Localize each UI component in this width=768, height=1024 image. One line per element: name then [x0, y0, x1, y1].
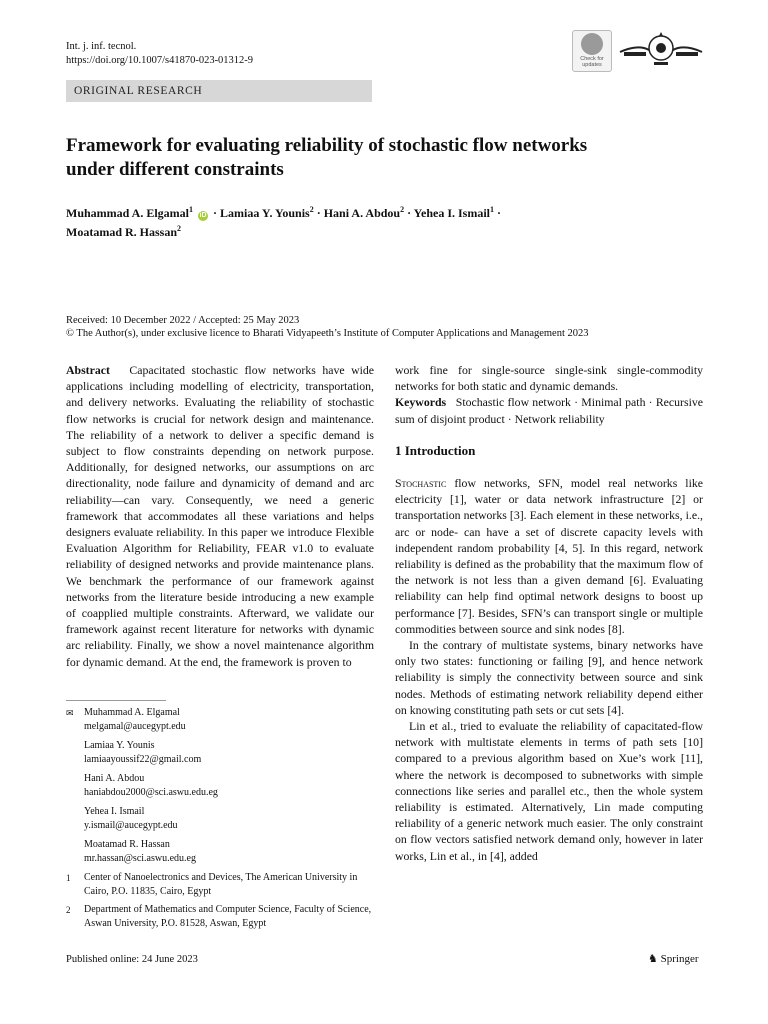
keywords-label: Keywords [395, 395, 447, 410]
copyright-notice: © The Author(s), under exclusive licence to Bharati Vidyapeeth’s Institute of Computer Applications and Management 2023 [66, 328, 589, 339]
contact-name: Yehea I. Ismail [84, 806, 145, 817]
affiliation-text: Center of Nanoelectronics and Devices, The American University in Cairo, P.O. 11835, Cairo, Egypt [84, 872, 358, 897]
affiliation-number: 1 [66, 873, 71, 883]
intro-text-1: flow networks, SFN, model real networks like electricity [1], water or data network infrastructure [2] or transportation networks [3]. Each element in these networks, i.e., arc or node- can have a set of discrete capacity levels with independent random probability [4, 5]. In this regard, network reliability is defined as the probability that the maximum flow of the network is not less than a given demand [6]. Evaluating reliability can help find optimal network designs to boost up performance [7]. Besides, SFN’s can transport single or multiple commodities between source and sink nodes [8]. [395, 476, 703, 636]
keywords [395, 394, 703, 426]
check-updates-icon [581, 33, 603, 55]
institute-logo-icon [618, 30, 704, 70]
intro-paragraph-2: In the contrary of multistate systems, binary networks have only two states: functioning or failing [9], and hence network reliability is simply the connectivity between source and sink nodes. Methods of estimating network reliability depend either on knowing constituting path sets or cut sets [4]. [395, 638, 703, 717]
publisher-logo [648, 952, 699, 965]
contact-name: Muhammad A. Elgamal [84, 707, 180, 718]
journal-header [66, 40, 253, 68]
abstract-section [66, 362, 374, 670]
contact-entry [66, 805, 374, 833]
footnote-divider [66, 700, 166, 701]
contact-entry [66, 739, 374, 767]
check-updates-line2: updates [582, 62, 602, 68]
author-name[interactable]: · Lamiaa Y. Younis [213, 206, 310, 220]
title-line-2: under different constraints [66, 159, 284, 180]
contact-entry [66, 706, 374, 734]
paper-title [66, 134, 686, 182]
keywords-text: Stochastic flow network · Minimal path · Recursive sum of disjoint product · Network reliability [395, 395, 703, 426]
contact-email[interactable]: y.ismail@aucegypt.edu [84, 820, 178, 831]
received-accepted: Received: 10 December 2022 / Accepted: 25 May 2023 [66, 315, 300, 326]
author-name[interactable]: Moatamad R. Hassan [66, 225, 178, 239]
author-separator: · [497, 206, 502, 220]
author-contacts [66, 706, 374, 931]
abstract-label: Abstract [66, 363, 110, 377]
affiliation-entry [66, 903, 374, 931]
section-heading-introduction: 1 Introduction [395, 442, 476, 458]
contact-entry [66, 772, 374, 800]
contact-email[interactable]: lamiaayoussif22@gmail.com [84, 754, 202, 765]
intro-paragraph-3: Lin et al., tried to evaluate the reliability of capacitated-flow network with multistate elements in terms of path sets [10] compared to a previous algorithm based on Xue’s work [11], where the network is decomposed to subnetworks with simple connections like series and parallel etc., then the whole system reliability is estimated. Alternatively, Lin made computing reliability of a generic network much easier. The only constraint on flow vectors satisfied network demand only, however in later works, Lin et al., in [4], added [395, 719, 703, 863]
abstract-text: Capacitated stochastic flow networks have wide applications including modelling of electricity, transportation, and delivery networks. Evaluating the reliability of stochastic flow networks is crucial for network design and maintenance. The reliability of a network to deliver a specific demand is subject to flow constraints depending on network purpose. Additionally, for designed networks, our assumptions on arc directionality, node failure and dynamicity of demand and arc reliability—can vary. Consequently, we need a generic framework that accommodates all these variations and helps designers evaluate reliability. In this paper we introduce Flexible Evaluation Algorithm for Reliability, FEAR v1.0 to evaluate reliability of designed networks and provide maintenance plans. We benchmark the performance of our framework against networks from the literature beside introducing a new example of coapplied multiple constraints. Afterward, we validate our framework against recent literature for networks with dynamic arc reliability. Finally, we show a novel maintenance algorithm for dynamic demand. At the end, the framework is proven to [66, 363, 374, 669]
affil-sup: 1 [490, 205, 494, 214]
published-date: Published online: 24 June 2023 [66, 954, 198, 965]
abstract-continuation: work fine for single-source single-sink single-commodity networks for both static and dynamic demands. [395, 363, 703, 394]
affil-sup: 2 [177, 224, 182, 233]
contact-entry [66, 838, 374, 866]
article-type-badge: ORIGINAL RESEARCH [66, 80, 372, 102]
affil-sup: 1 [189, 205, 194, 214]
author-name[interactable]: · Yehea I. Ismail [407, 206, 490, 220]
intro-lead-word: Stochastic [395, 476, 447, 491]
contact-name: Moatamad R. Hassan [84, 839, 170, 850]
intro-paragraph-1 [395, 475, 703, 637]
contact-name: Lamiaa Y. Younis [84, 740, 155, 751]
affil-sup: 2 [309, 205, 314, 214]
contact-email[interactable]: mr.hassan@sci.aswu.edu.eg [84, 853, 196, 864]
contact-email[interactable]: haniabdou2000@sci.aswu.edu.eg [84, 787, 218, 798]
title-line-1: Framework for evaluating reliability of stochastic flow networks [66, 135, 588, 156]
contact-email[interactable]: melgamal@aucegypt.edu [84, 721, 186, 732]
journal-name: Int. j. inf. tecnol. [66, 41, 137, 52]
author-list [66, 202, 686, 240]
doi-link[interactable]: https://doi.org/10.1007/s41870-023-01312-9 [66, 55, 254, 66]
affiliation-entry [66, 871, 374, 899]
publisher-name: Springer [660, 953, 699, 965]
check-for-updates-badge[interactable] [572, 30, 612, 72]
publication-dates [66, 314, 706, 340]
springer-horse-icon: ♞ [648, 953, 658, 965]
author-name[interactable]: Muhammad A. Elgamal [66, 206, 190, 220]
affiliation-text: Department of Mathematics and Computer Science, Faculty of Science, Aswan University, P.O. 81528, Aswan, Egypt [84, 904, 372, 929]
envelope-icon: ✉ [66, 708, 74, 718]
contact-name: Hani A. Abdou [84, 773, 145, 784]
check-updates-line1: Check for [580, 56, 604, 62]
author-name[interactable]: · Hani A. Abdou [316, 206, 401, 220]
right-column [395, 362, 703, 864]
orcid-icon[interactable]: iD [199, 212, 207, 219]
affiliation-number: 2 [66, 905, 71, 915]
affil-sup: 2 [400, 205, 405, 214]
